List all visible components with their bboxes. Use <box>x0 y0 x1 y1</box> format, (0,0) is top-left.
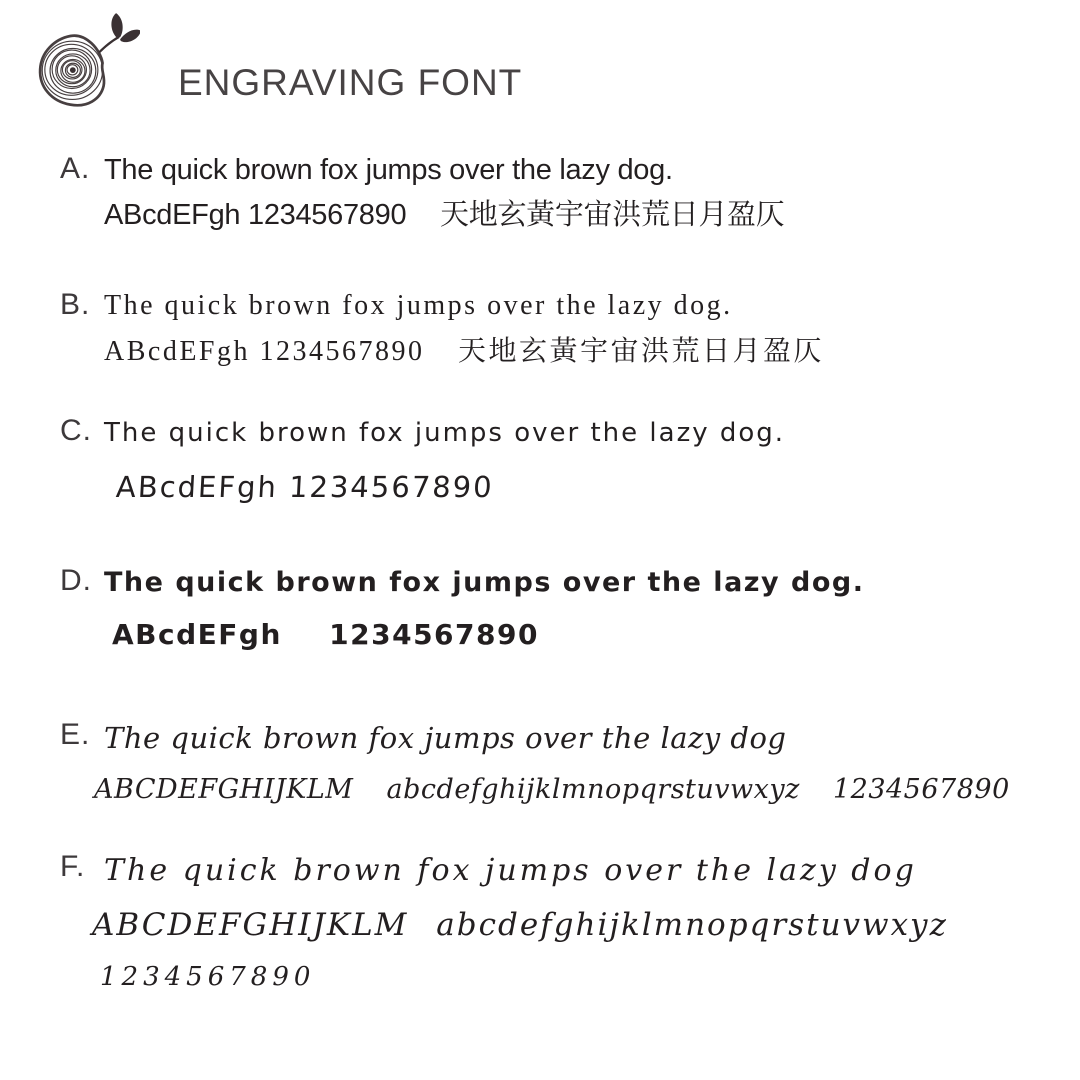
sample-c-label: C. <box>60 414 92 447</box>
sample-f-label: F. <box>60 850 86 883</box>
leaf-icon <box>98 13 140 53</box>
sample-b-cjk-text: 天地玄黃宇宙洪荒日月盈仄 <box>458 336 825 367</box>
font-sample-c <box>60 412 785 508</box>
sample-e-pangram: The quick brown fox jumps over the lazy dog <box>104 721 787 755</box>
sample-f-pangram: The quick brown fox jumps over the lazy dog <box>104 853 917 888</box>
sample-d-alphabet: ABcdEFgh <box>112 618 282 651</box>
sample-a-cjk-text: 天地玄黃宇宙洪荒日月盈仄 <box>440 199 785 231</box>
sample-f-numbers: 1234567890 <box>100 962 316 992</box>
sample-e-lowercase: abcdefghijklmnopqrstuvwxyz <box>386 774 800 805</box>
sample-b-pangram: The quick brown fox jumps over the lazy dog. <box>104 290 733 321</box>
sample-f-lowercase: abcdefghijklmnopqrstuvwxyz <box>436 907 948 943</box>
sample-b-label: B. <box>60 288 91 321</box>
page-title: ENGRAVING FONT <box>178 62 523 103</box>
font-sample-e <box>60 716 1010 812</box>
sample-c-pangram: The quick brown fox jumps over the lazy dog. <box>104 418 786 448</box>
sample-e-label: E. <box>60 718 91 751</box>
sample-d-numbers: 1234567890 <box>329 618 539 651</box>
sample-a-pangram: The quick brown fox jumps over the lazy dog. <box>104 154 673 186</box>
sample-a-label: A. <box>60 152 91 185</box>
tree-rings-logo-icon <box>36 10 140 114</box>
font-sample-a <box>60 150 784 235</box>
header <box>36 10 636 120</box>
sample-d-pangram: The quick brown fox jumps over the lazy dog. <box>104 567 865 598</box>
sample-b-alphanum: ABcdEFgh 1234567890 <box>104 336 425 367</box>
sample-d-label: D. <box>60 564 92 597</box>
sample-f-uppercase: ABCDEFGHIJKLM <box>92 907 409 943</box>
sample-e-numbers: 1234567890 <box>832 774 1010 805</box>
font-sample-b <box>60 286 824 372</box>
sample-c-alphanum: ABcdEFgh 1234567890 <box>115 470 495 504</box>
font-sample-d <box>60 562 864 656</box>
sample-e-uppercase: ABCDEFGHIJKLM <box>94 774 354 805</box>
sample-a-alphanum: ABcdEFgh 1234567890 <box>104 199 407 231</box>
font-sample-f <box>60 848 948 1000</box>
